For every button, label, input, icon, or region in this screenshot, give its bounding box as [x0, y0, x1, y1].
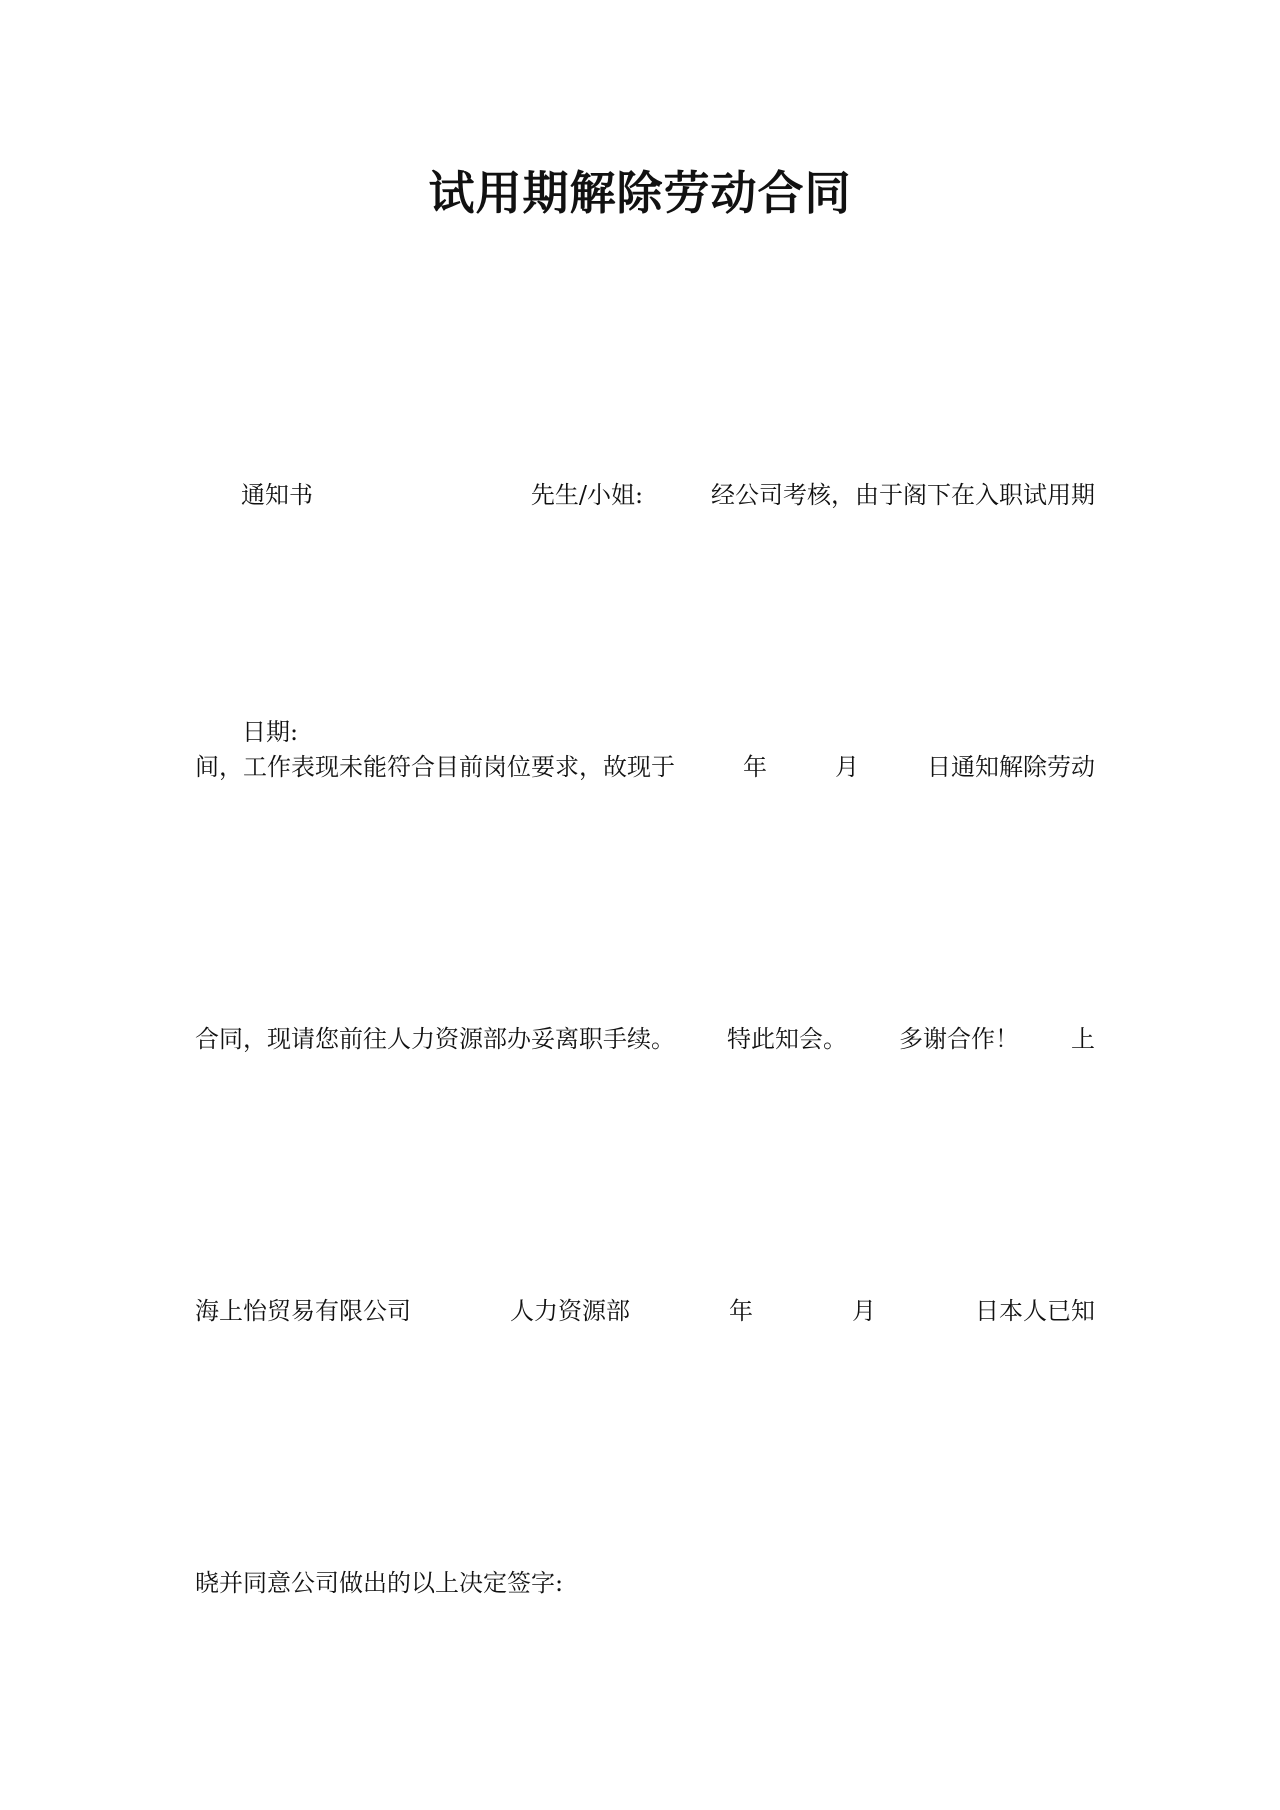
body-line-2 [195, 733, 1095, 801]
closing-remark: 特此知会。 [727, 1025, 847, 1053]
body-text-segment: 上 [1071, 1025, 1095, 1053]
year-label: 年 [743, 753, 767, 781]
thanks-text: 多谢合作！ [899, 1025, 1019, 1053]
year-label: 年 [729, 1297, 753, 1325]
body-line-4 [195, 1277, 1095, 1345]
body-text-segment: 日本人已知 [975, 1297, 1095, 1325]
document-body [195, 325, 1095, 1753]
body-text-segment: 日通知解除劳动 [927, 753, 1095, 781]
month-label: 月 [852, 1297, 876, 1325]
date-field-label: 日期: [242, 718, 299, 746]
company-name: 海上怡贸易有限公司 [195, 1297, 411, 1325]
body-line-5 [195, 1549, 1095, 1617]
department-name: 人力资源部 [510, 1297, 630, 1325]
body-line-3 [195, 1005, 1095, 1073]
month-label: 月 [835, 753, 859, 781]
addressee-label: 先生/小姐: [530, 481, 644, 509]
document-title: 试用期解除劳动合同 [428, 166, 852, 220]
signature-statement: 晓并同意公司做出的以上决定签字: [195, 1569, 564, 1597]
body-text-segment: 经公司考核，由于阁下在入职试用期 [710, 481, 1095, 509]
body-text-segment: 合同，现请您前往人力资源部办妥离职手续。 [195, 1025, 675, 1053]
body-text-segment: 间，工作表现未能符合目前岗位要求，故现于 [195, 753, 675, 781]
body-line-1 [195, 461, 1095, 529]
notice-label: 通知书 [241, 481, 313, 509]
